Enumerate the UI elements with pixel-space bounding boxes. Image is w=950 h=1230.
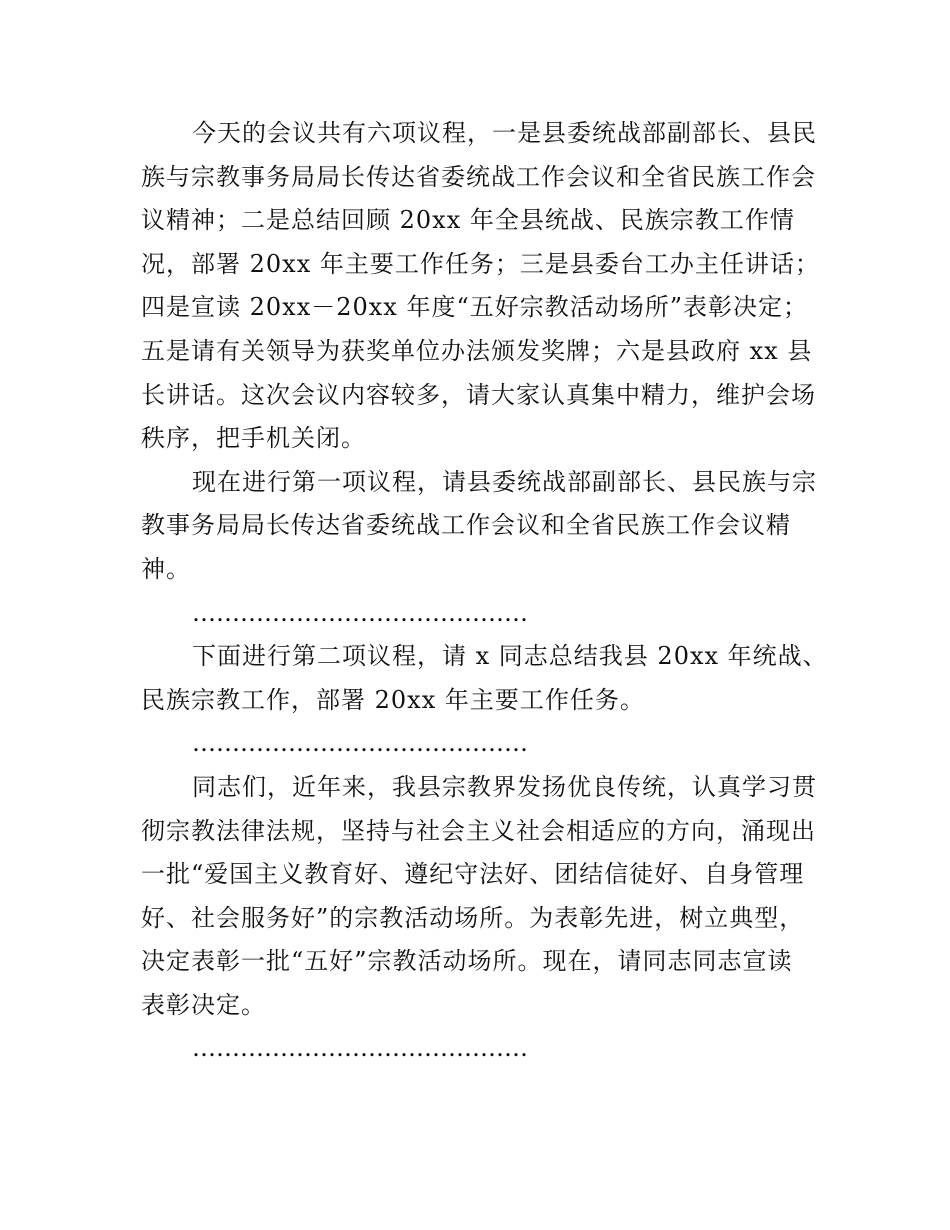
- text-line: 彻宗教法律法规，坚持与社会主义社会相适应的方向，涌现出: [141, 816, 816, 845]
- text-line: 今天的会议共有六项议程，一是县委统战部副部长、县民: [192, 119, 817, 147]
- text-line: 长讲话。这次会议内容较多，请大家认真集中精力，维护会场: [141, 380, 816, 409]
- text-line: 表彰决定。: [141, 990, 266, 1019]
- ellipsis-line: ……………………………………: [192, 729, 528, 758]
- text-line: 同志们，近年来，我县宗教界发扬优良传统，认真学习贯: [192, 772, 817, 801]
- paragraph-second-item: [141, 635, 828, 722]
- text-line: 一批“爱国主义教育好、遵纪守法好、团结信徒好、自身管理: [141, 860, 805, 889]
- text-line: 族与宗教事务局局长传达省委统战工作会议和全省民族工作会: [141, 162, 816, 191]
- text-line: 议精神；二是总结回顾 20xx 年全县统战、民族宗教工作情: [141, 206, 795, 235]
- text-line: 决定表彰一批“五好”宗教活动场所。现在，请同志同志宣读: [141, 947, 793, 976]
- ellipsis-separator: [141, 1027, 816, 1071]
- text-line: 教事务局局长传达省委统战工作会议和全省民族工作会议精: [141, 511, 791, 540]
- ellipsis-line: ……………………………………: [192, 598, 528, 627]
- ellipsis-line: ……………………………………: [192, 1034, 528, 1063]
- text-line: 下面进行第二项议程，请 x 同志总结我县 20xx 年统战、: [192, 642, 828, 671]
- text-line: 民族宗教工作，部署 20xx 年主要工作任务。: [141, 685, 645, 714]
- text-line: 五是请有关领导为获奖单位办法颁发奖牌；六是县政府 xx 县: [141, 336, 813, 365]
- ellipsis-separator: [141, 592, 816, 636]
- paragraph-first-item: [141, 461, 816, 592]
- text-line: 秩序，把手机关闭。: [141, 424, 366, 453]
- text-line: 况，部署 20xx 年主要工作任务；三是县委台工办主任讲话；: [141, 249, 820, 278]
- text-line: 好、社会服务好”的宗教活动场所。为表彰先进，树立典型，: [141, 903, 805, 932]
- text-line: 神。: [141, 554, 191, 583]
- text-line: 四是宣读 20xx－20xx 年度“五好宗教活动场所”表彰决定；: [141, 293, 809, 322]
- paragraph-commendation: [141, 766, 816, 1028]
- document-body: [141, 112, 828, 1071]
- paragraph-agenda: [141, 112, 820, 461]
- text-line: 现在进行第一项议程，请县委统战部副部长、县民族与宗: [192, 467, 817, 496]
- ellipsis-separator: [141, 722, 816, 766]
